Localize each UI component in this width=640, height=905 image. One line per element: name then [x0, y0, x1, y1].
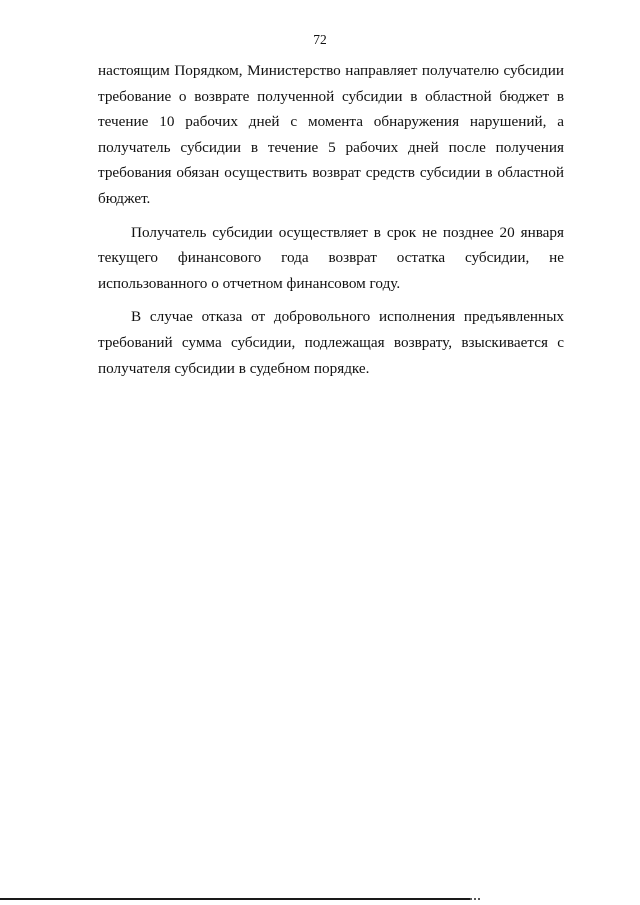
bottom-rule-dots [470, 898, 482, 900]
document-body [98, 58, 564, 389]
paragraph-continuation: настоящим Порядком, Министерство направляет получателю субсидии требование о возврате полученной субсидии в областной бюджет в течение 10 рабочих дней с момента обнаружения нарушений, а получатель субсидии в течение 5 рабочих дней после получения требования обязан осуществить возврат средств субсидии в областной бюджет. [98, 62, 564, 207]
bottom-rule [0, 898, 470, 900]
paragraph: В случае отказа от добровольного исполнения предъявленных требований сумма субсидии, подлежащая возврату, взыскивается с получателя субсидии в судебном порядке. [98, 308, 564, 377]
paragraph: Получатель субсидии осуществляет в срок не позднее 20 января текущего финансового года возврат остатка субсидии, не использованного о отчетном финансовом году. [98, 223, 564, 292]
page-number: 72 [313, 32, 327, 47]
